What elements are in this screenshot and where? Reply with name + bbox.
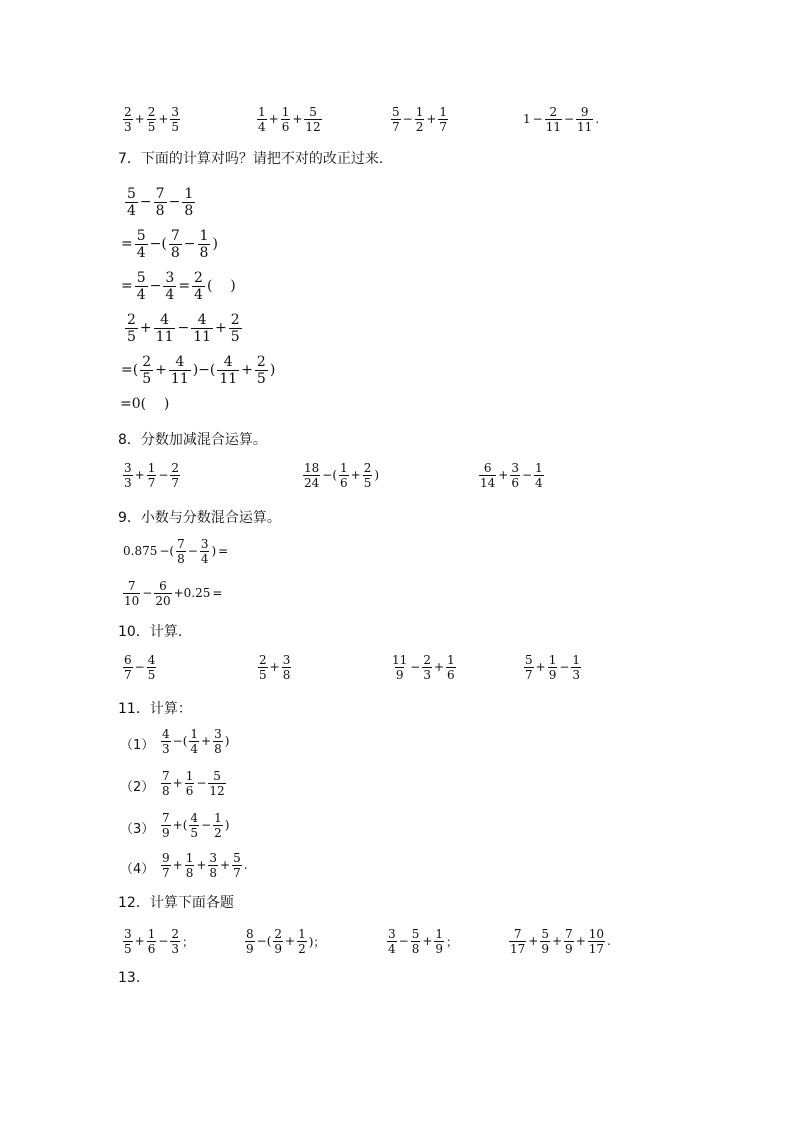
fraction: $\frac{1}{9}$ xyxy=(548,652,557,682)
p7-eqB-line2: =( $\frac{2}{5}$ + $\frac{4}{11}$ )−( $\frac{4}{11}$ + $\frac{2}{5}$ ) xyxy=(121,353,276,387)
fraction: $\frac{3}{4}$ xyxy=(200,536,209,566)
fraction: $\frac{4}{11}$ xyxy=(219,353,238,387)
fraction: $\frac{7}{17}$ xyxy=(510,926,526,956)
problem-7-title: 7．下面的计算对吗？请把不对的改正过来. xyxy=(118,151,384,167)
fraction: $\frac{2}{9}$ xyxy=(274,926,283,956)
fraction: $\frac{1}{9}$ xyxy=(435,926,444,956)
p12-expr-1: $\frac{3}{5}$ + $\frac{1}{6}$ − $\frac{2}{3}$ ； xyxy=(124,926,195,956)
p6-expr-3: $\frac{5}{7}$ − $\frac{1}{2}$ + $\frac{1}{7}$ xyxy=(392,104,448,134)
fraction: $\frac{4}{5}$ xyxy=(147,652,156,682)
fraction: $\frac{1}{2}$ xyxy=(415,104,424,134)
fraction: $\frac{1}{4}$ xyxy=(258,104,266,134)
fraction: $\frac{1}{7}$ xyxy=(439,104,448,134)
fraction: $\frac{1}{8}$ xyxy=(199,227,209,261)
fraction: $\frac{1}{6}$ xyxy=(447,652,455,682)
fraction: $\frac{9}{11}$ xyxy=(577,104,593,134)
item-label: （1） xyxy=(120,738,155,753)
fraction: $\frac{3}{6}$ xyxy=(511,460,519,490)
fraction: $\frac{11}{9}$ xyxy=(392,652,408,682)
fraction: $\frac{2}{5}$ xyxy=(142,353,152,387)
fraction: $\frac{5}{7}$ xyxy=(233,850,241,880)
p10-expr-3: $\frac{11}{9}$ − $\frac{2}{3}$ + $\frac{1}{6}$ xyxy=(392,652,455,682)
fraction: $\frac{5}{8}$ xyxy=(411,926,420,956)
problem-13-title: 13. xyxy=(118,970,141,986)
fraction: $\frac{1}{3}$ xyxy=(572,652,581,682)
fraction: $\frac{1}{6}$ xyxy=(185,768,194,798)
p10-expr-1: $\frac{6}{7}$ − $\frac{4}{5}$ xyxy=(124,652,156,682)
fraction: $\frac{7}{9}$ xyxy=(565,926,573,956)
fraction: $\frac{7}{8}$ xyxy=(155,185,165,219)
fraction: $\frac{1}{6}$ xyxy=(340,460,348,490)
fraction: $\frac{2}{3}$ xyxy=(171,926,180,956)
p11-expr-2: $\frac{7}{8}$ + $\frac{1}{6}$ − $\frac{5}{12}$ xyxy=(162,768,225,798)
fraction: $\frac{18}{24}$ xyxy=(304,460,320,490)
fraction: $\frac{1}{2}$ xyxy=(298,926,306,956)
fraction: $\frac{4}{5}$ xyxy=(190,810,199,840)
problem-8-title: 8．分数加减混合运算。 xyxy=(118,432,267,448)
fraction: $\frac{7}{9}$ xyxy=(162,810,170,840)
fraction: $\frac{1}{8}$ xyxy=(184,185,194,219)
fraction: $\frac{6}{14}$ xyxy=(480,460,496,490)
fraction: $\frac{1}{2}$ xyxy=(214,810,222,840)
fraction: $\frac{4}{3}$ xyxy=(162,726,170,756)
fraction: $\frac{3}{8}$ xyxy=(282,652,291,682)
fraction: $\frac{3}{3}$ xyxy=(124,460,132,490)
p12-expr-3: $\frac{3}{4}$ − $\frac{5}{8}$ + $\frac{1}{9}$ ； xyxy=(388,926,459,956)
p10-expr-2: $\frac{2}{5}$ + $\frac{3}{8}$ xyxy=(259,652,291,682)
fraction: $\frac{6}{7}$ xyxy=(124,652,132,682)
fraction: $\frac{1}{4}$ xyxy=(535,460,543,490)
fraction: $\frac{2}{4}$ xyxy=(194,269,203,303)
p6-expr-2: $\frac{1}{4}$ + $\frac{1}{6}$ + $\frac{5}{12}$ xyxy=(258,104,321,134)
fraction: $\frac{3}{8}$ xyxy=(214,726,222,756)
fraction: $\frac{10}{17}$ xyxy=(588,926,605,956)
fraction: $\frac{1}{8}$ xyxy=(185,850,194,880)
fraction: $\frac{2}{5}$ xyxy=(363,460,372,490)
p7-eqB-line3: =0( ) xyxy=(120,396,170,412)
fraction: $\frac{5}{4}$ xyxy=(127,185,136,219)
p11-expr-1: $\frac{4}{3}$ −( $\frac{1}{4}$ + $\frac{3}{8}$ ) xyxy=(162,726,230,756)
fraction: $\frac{4}{11}$ xyxy=(193,311,212,345)
fraction: $\frac{3}{4}$ xyxy=(165,269,175,303)
p7-eqA-line1: $\frac{5}{4}$ − $\frac{7}{8}$ − $\frac{1}{8}$ xyxy=(127,185,194,219)
p7-eqB-line1: $\frac{2}{5}$ + $\frac{4}{11}$ − $\frac{4}{11}$ + $\frac{2}{5}$ xyxy=(127,311,240,345)
fraction: $\frac{5}{4}$ xyxy=(136,269,146,303)
problem-11-title: 11．计算： xyxy=(118,701,192,717)
p12-expr-2: $\frac{8}{9}$ −( $\frac{2}{9}$ + $\frac{1}{2}$ )； xyxy=(246,926,326,956)
p7-eqA-line2: = $\frac{5}{4}$ −( $\frac{7}{8}$ − $\frac{1}{8}$ ) xyxy=(121,227,218,261)
fraction: $\frac{2}{5}$ xyxy=(127,311,136,345)
p11-expr-3: $\frac{7}{9}$ +( $\frac{4}{5}$ − $\frac{1}{2}$ ) xyxy=(162,810,230,840)
item-label: （3） xyxy=(120,822,155,837)
fraction: $\frac{5}{7}$ xyxy=(525,652,533,682)
p8-expr-2: $\frac{18}{24}$ −( $\frac{1}{6}$ + $\frac{2}{5}$ ) xyxy=(304,460,380,490)
fraction: $\frac{3}{5}$ xyxy=(124,926,132,956)
fraction: $\frac{2}{7}$ xyxy=(171,460,180,490)
p11-expr-4: $\frac{9}{7}$ + $\frac{1}{8}$ + $\frac{3}{8}$ + $\frac{5}{7}$ . xyxy=(162,850,248,880)
fraction: $\frac{2}{5}$ xyxy=(256,353,266,387)
fraction: $\frac{1}{7}$ xyxy=(147,460,156,490)
fraction: $\frac{7}{8}$ xyxy=(177,536,185,566)
fraction: $\frac{2}{11}$ xyxy=(545,104,561,134)
problem-12-title: 12．计算下面各题 xyxy=(118,895,234,911)
fraction: $\frac{7}{8}$ xyxy=(162,768,170,798)
answer-blank: ( ) xyxy=(206,278,236,294)
fraction: $\frac{1}{6}$ xyxy=(147,926,156,956)
fraction: $\frac{1}{6}$ xyxy=(281,104,290,134)
p6-expr-4: 1 − $\frac{2}{11}$ − $\frac{9}{11}$ . xyxy=(523,104,600,134)
fraction: $\frac{4}{11}$ xyxy=(155,311,174,345)
fraction: $\frac{4}{11}$ xyxy=(170,353,189,387)
fraction: $\frac{5}{4}$ xyxy=(136,227,146,261)
problem-10-title: 10．计算. xyxy=(118,624,183,640)
item-label: （4） xyxy=(120,862,155,877)
p9-expr-1: 0.875 −( $\frac{7}{8}$ − $\frac{3}{4}$ ) = xyxy=(123,536,229,566)
fraction: $\frac{8}{9}$ xyxy=(246,926,254,956)
fraction: $\frac{2}{5}$ xyxy=(230,311,240,345)
fraction: $\frac{5}{9}$ xyxy=(541,926,549,956)
fraction: $\frac{3}{5}$ xyxy=(171,104,180,134)
fraction: $\frac{2}{5}$ xyxy=(259,652,267,682)
fraction: $\frac{7}{10}$ xyxy=(124,578,140,608)
fraction: $\frac{5}{12}$ xyxy=(305,104,321,134)
fraction: $\frac{3}{8}$ xyxy=(209,850,218,880)
fraction: $\frac{6}{20}$ xyxy=(155,578,171,608)
problem-9-title: 9．小数与分数混合运算。 xyxy=(118,510,281,526)
fraction: $\frac{2}{5}$ xyxy=(147,104,156,134)
fraction: $\frac{9}{7}$ xyxy=(162,850,170,880)
fraction: $\frac{1}{4}$ xyxy=(190,726,199,756)
p12-expr-4: $\frac{7}{17}$ + $\frac{5}{9}$ + $\frac{7}{9}$ + $\frac{10}{17}$ . xyxy=(510,926,611,956)
fraction: $\frac{7}{8}$ xyxy=(170,227,180,261)
p9-expr-2: $\frac{7}{10}$ − $\frac{6}{20}$ +0.25 = xyxy=(124,578,223,608)
p7-eqA-line3: = $\frac{5}{4}$ − $\frac{3}{4}$ = $\frac{2}{4}$ ( ) xyxy=(121,269,236,303)
fraction: $\frac{3}{4}$ xyxy=(388,926,396,956)
p6-expr-1: $\frac{2}{3}$ + $\frac{2}{5}$ + $\frac{3}{5}$ xyxy=(124,104,180,134)
p8-expr-1: $\frac{3}{3}$ + $\frac{1}{7}$ − $\frac{2}{7}$ xyxy=(124,460,180,490)
fraction: $\frac{2}{3}$ xyxy=(423,652,431,682)
p8-expr-3: $\frac{6}{14}$ + $\frac{3}{6}$ − $\frac{1}{4}$ xyxy=(480,460,543,490)
fraction: $\frac{2}{3}$ xyxy=(124,104,132,134)
fraction: $\frac{5}{12}$ xyxy=(209,768,225,798)
item-label: （2） xyxy=(120,780,155,795)
p10-expr-4: $\frac{5}{7}$ + $\frac{1}{9}$ − $\frac{1}{3}$ xyxy=(525,652,581,682)
fraction: $\frac{5}{7}$ xyxy=(392,104,400,134)
